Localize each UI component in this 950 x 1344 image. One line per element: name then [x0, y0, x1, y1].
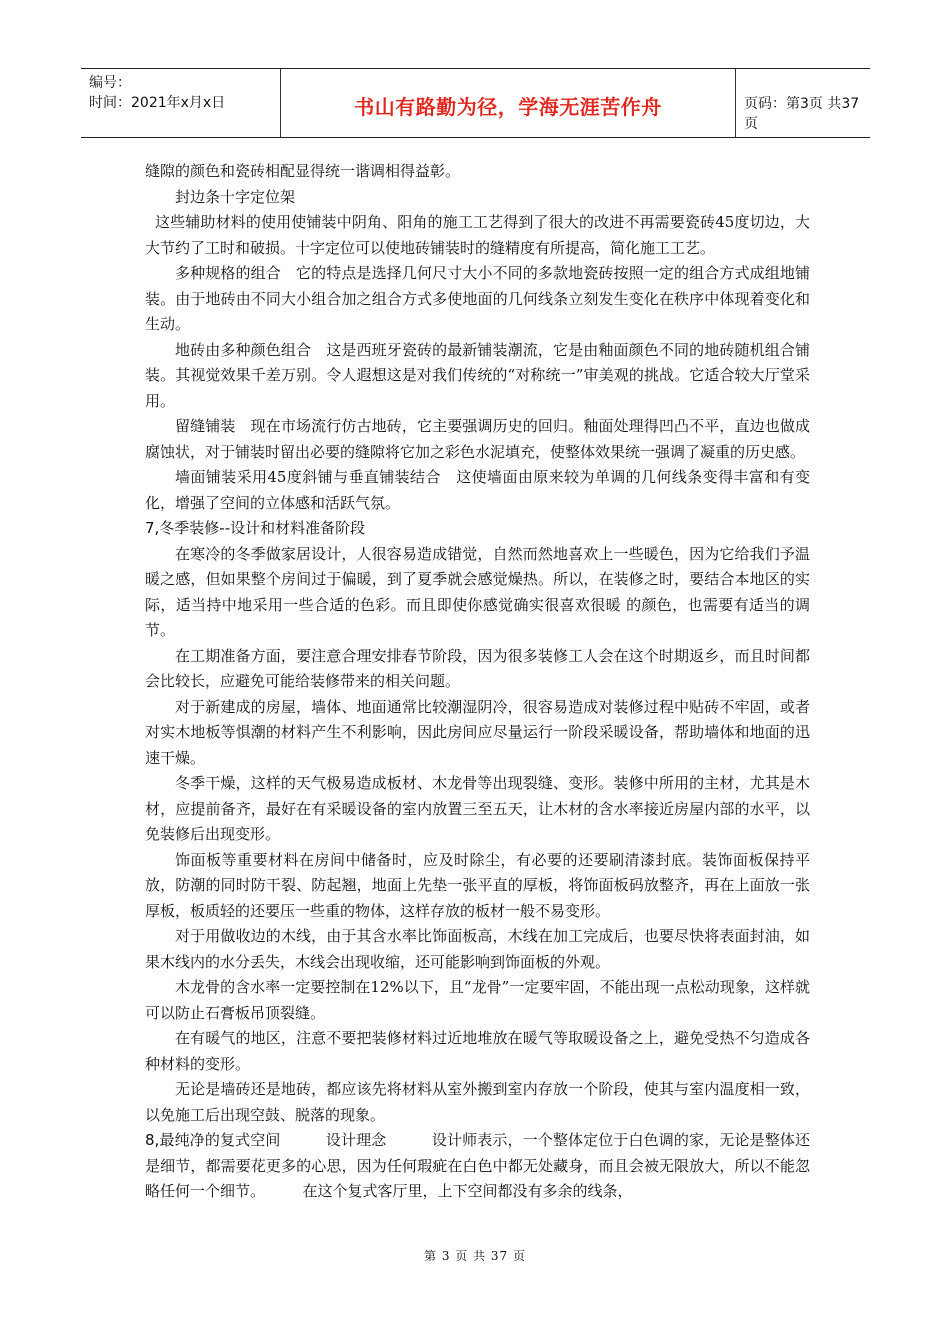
header-page-cell — [734, 69, 870, 137]
header-info-cell — [81, 69, 280, 137]
body-paragraph: 墙面铺装采用45度斜铺与垂直铺装结合 这使墙面由原来较为单调的几何线条变得丰富和有变化，增强了空间的立体感和活跃气氛。 — [145, 468, 810, 512]
body-paragraph: 多种规格的组合 它的特点是选择几何尺寸大小不同的多款地瓷砖按照一定的组合方式成组地铺装。由于地砖由不同大小组合加之组合方式多使地面的几何线条立刻发生变化在秩序中体现着变化和生动。 — [145, 264, 810, 333]
page-code-label: 页码：第3页 共37页 — [744, 96, 860, 132]
body-paragraph: 冬季干燥，这样的天气极易造成板材、木龙骨等出现裂缝、变形。装修中所用的主材，尤其是木材，应提前备齐，最好在有采暖设备的室内放置三至五天，让木材的含水率接近房屋内部的水平，以免装修后出现变形。 — [145, 774, 810, 843]
section-heading-paragraph: 8,最纯净的复式空间 设计理念 设计师表示，一个整体定位于白色调的家，无论是整体还是细节，都需要花更多的心思，因为任何瑕疵在白色中都无处藏身，而且会被无限放大，所以不能忽略任何一个细节。 在这个复式客厅里，上下空间都没有多余的线条， — [145, 1131, 810, 1200]
header-motto-cell — [280, 69, 736, 137]
body-paragraph: 地砖由多种颜色组合 这是西班牙瓷砖的最新铺装潮流，它是由釉面颜色不同的地砖随机组合铺装。其视觉效果千差万别。令人遐想这是对我们传统的“对称统一”审美观的挑战。它适合较大厅堂采用。 — [145, 340, 810, 410]
document-date-label: 时间：2021年x月x日 — [89, 95, 226, 111]
body-paragraph: 留缝铺装 现在市场流行仿古地砖，它主要强调历史的回归。釉面处理得凹凸不平，直边也做成腐蚀状，对于铺装时留出必要的缝隙将它加之彩色水泥填充，使整体效果统一强调了凝重的历史感。 — [145, 417, 810, 461]
section-heading-paragraph: 7,冬季装修--设计和材料准备阶段 — [145, 519, 366, 537]
page-footer: 第 3 页 共 37 页 — [424, 1249, 526, 1263]
motto-text: 书山有路勤为径，学海无涯苦作舟 — [354, 95, 662, 119]
body-paragraph: 对于新建成的房屋，墙体、地面通常比较潮湿阴冷，很容易造成对装修过程中贴砖不牢固，或者对实木地板等惧潮的材料产生不利影响，因此房间应尽量运行一阶段采暖设备，帮助墙体和地面的迅速干燥。 — [145, 697, 810, 767]
body-paragraph: 在有暖气的地区，注意不要把装修材料过近地堆放在暖气等取暖设备之上，避免受热不匀造成各种材料的变形。 — [145, 1029, 810, 1073]
body-paragraph: 在寒冷的冬季做家居设计，人很容易造成错觉，自然而然地喜欢上一些暖色，因为它给我们予温暖之感，但如果整个房间过于偏暖，到了夏季就会感觉燥热。所以，在装修之时，要结合本地区的实际，适当持中地采用一些合适的色彩。而且即使你感觉确实很喜欢很暖 的颜色，也需要有适当的调节。 — [145, 544, 810, 639]
body-paragraph: 对于用做收边的木线，由于其含水率比饰面板高，木线在加工完成后，也要尽快将表面封油，如果木线内的水分丢失，木线会出现收缩，还可能影响到饰面板的外观。 — [145, 927, 810, 971]
body-paragraph: 木龙骨的含水率一定要控制在12%以下，且“龙骨”一定要牢固，不能出现一点松动现象，这样就可以防止石膏板吊顶裂缝。 — [145, 978, 810, 1022]
body-paragraph: 缝隙的颜色和瓷砖相配显得统一谐调相得益彰。 — [145, 162, 461, 180]
body-paragraph: 饰面板等重要材料在房间中储备时，应及时除尘，有必要的还要刷清漆封底。装饰面板保持平放，防潮的同时防干裂、防起翘，地面上先垫一张平直的厚板，将饰面板码放整齐，再在上面放一张厚板，板质轻的还要压一些重的物体，这样存放的板材一般不易变形。 — [145, 850, 810, 920]
document-header — [81, 68, 870, 138]
body-paragraph: 封边条十字定位架 — [175, 187, 296, 206]
body-paragraph: 无论是墙砖还是地砖，都应该先将材料从室外搬到室内存放一个阶段，使其与室内温度相一致，以免施工后出现空鼓、脱落的现象。 — [145, 1080, 810, 1124]
document-body — [145, 159, 810, 1205]
document-number-label: 编号： — [89, 75, 131, 91]
body-paragraph: 在工期准备方面，要注意合理安排春节阶段，因为很多装修工人会在这个时期返乡，而且时间都会比较长，应避免可能给装修带来的相关问题。 — [145, 646, 810, 690]
body-paragraph: 这些辅助材料的使用使铺装中阴角、阳角的施工工艺得到了很大的改进不再需要瓷砖45度切边，大大节约了工时和破损。十字定位可以使地砖铺装时的缝精度有所提高，简化施工工艺。 — [145, 213, 810, 257]
